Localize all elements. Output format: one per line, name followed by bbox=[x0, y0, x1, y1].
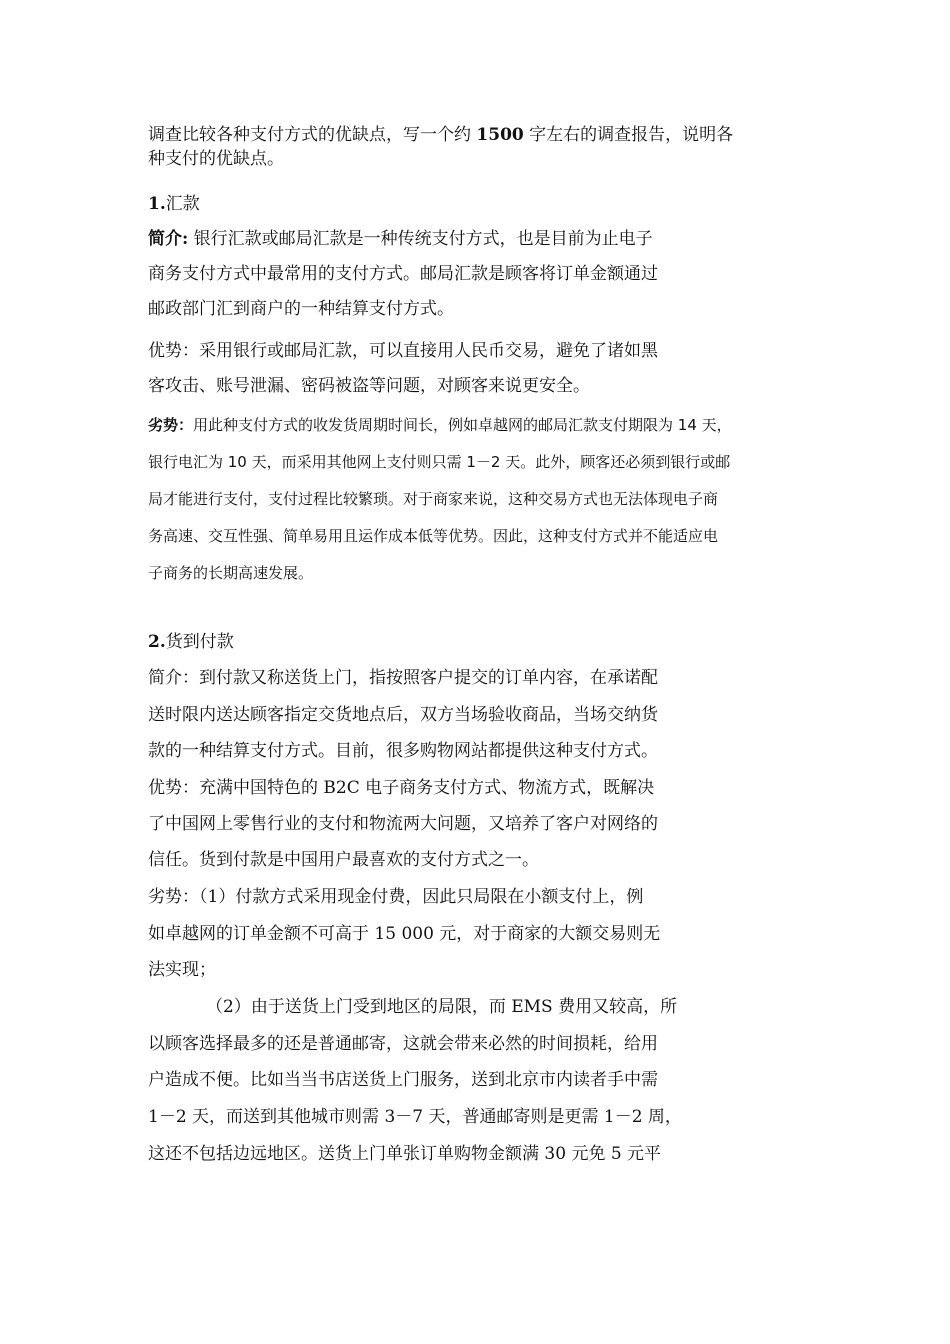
section-title: 汇款 bbox=[165, 194, 200, 214]
intro-line-2: 种支付的优缺点。 bbox=[148, 149, 284, 169]
intro-text: 银行汇款或邮局汇款是一种传统支付方式，也是目前为止电子 bbox=[188, 229, 653, 249]
section-2-disadvantage-2-line: 这还不包括边远地区。送货上门单张订单购物金额满 30 元免 5 元平 bbox=[148, 1144, 662, 1164]
section-2-intro-line: 款的一种结算支付方式。目前，很多购物网站都提供这种支付方式。 bbox=[148, 741, 658, 761]
intro-label: 简介: bbox=[148, 229, 189, 249]
section-2-intro-line: 送时限内送达顾客指定交货地点后，双方当场验收商品，当场交纳货 bbox=[148, 705, 658, 725]
section-2-advantage-line: 了中国网上零售行业的支付和物流两大问题，又培养了客户对网络的 bbox=[148, 814, 658, 834]
disadvantage-label: 劣势： bbox=[148, 416, 194, 434]
intro-text: 调查比较各种支付方式的优缺点，写一个约 bbox=[148, 125, 477, 145]
section-1-disadvantage-line: 局才能进行支付，支付过程比较繁琐。对于商家来说，这种交易方式也无法体现电子商 bbox=[148, 490, 719, 508]
section-1-disadvantage-line: 银行电汇为 10 天，而采用其他网上支付则只需 1－2 天。此外，顾客还必须到银行或邮 bbox=[148, 453, 731, 471]
intro-line-1 bbox=[148, 124, 733, 146]
section-2-intro-line: 简介：到付款又称送货上门，指按照客户提交的订单内容，在承诺配 bbox=[148, 668, 658, 688]
section-2-disadvantage-2-line: 以顾客选择最多的还是普通邮寄，这就会带来必然的时间损耗，给用 bbox=[148, 1034, 658, 1054]
section-2-disadvantage-line: 如卓越网的订单金额不可高于 15 000 元，对于商家的大额交易则无 bbox=[148, 924, 661, 944]
section-2-disadvantage-2-line: 户造成不便。比如当当书店送货上门服务，送到北京市内读者手中需 bbox=[148, 1070, 658, 1090]
section-2-disadvantage-line: 法实现； bbox=[148, 960, 216, 980]
section-number: 2. bbox=[148, 632, 166, 652]
section-1-advantage-line: 优势：采用银行或邮局汇款，可以直接用人民币交易，避免了诸如黑 bbox=[148, 341, 658, 361]
section-number: 1. bbox=[148, 194, 166, 214]
section-1-intro-line: 邮政部门汇到商户的一种结算支付方式。 bbox=[148, 299, 454, 319]
section-1-disadvantage-line: 子商务的长期高速发展。 bbox=[148, 564, 314, 582]
section-1-intro-line: 商务支付方式中最常用的支付方式。邮局汇款是顾客将订单金额通过 bbox=[148, 264, 658, 284]
section-2-advantage-line: 优势：充满中国特色的 B2C 电子商务支付方式、物流方式，既解决 bbox=[148, 778, 655, 798]
section-2-disadvantage-2-line: 1－2 天，而送到其他城市则需 3－7 天，普通邮寄则是更需 1－2 周， bbox=[148, 1107, 682, 1127]
word-count: 1500 bbox=[476, 125, 524, 145]
section-2-disadvantage-line: 劣势：（1）付款方式采用现金付费，因此只局限在小额支付上，例 bbox=[148, 887, 644, 907]
section-1-disadvantage-line: 务高速、交互性强、简单易用且运作成本低等优势。因此，这种支付方式并不能适应电 bbox=[148, 527, 719, 545]
section-2-advantage-line: 信任。货到付款是中国用户最喜欢的支付方式之一。 bbox=[148, 850, 539, 870]
section-1-heading bbox=[148, 193, 200, 215]
section-2-disadvantage-2-line: （2）由于送货上门受到地区的局限，而 EMS 费用又较高，所 bbox=[206, 997, 678, 1017]
section-title: 货到付款 bbox=[165, 632, 234, 652]
intro-text: 字左右的调查报告，说明各 bbox=[523, 125, 734, 145]
section-2-heading bbox=[148, 631, 234, 653]
section-1-advantage-line: 客攻击、账号泄漏、密码被盗等问题，对顾客来说更安全。 bbox=[148, 376, 590, 396]
disadvantage-text: 用此种支付方式的收发货周期时间长，例如卓越网的邮局汇款支付期限为 14 天， bbox=[193, 416, 732, 434]
section-1-intro-line bbox=[148, 228, 653, 250]
section-1-disadvantage-line bbox=[148, 414, 732, 436]
